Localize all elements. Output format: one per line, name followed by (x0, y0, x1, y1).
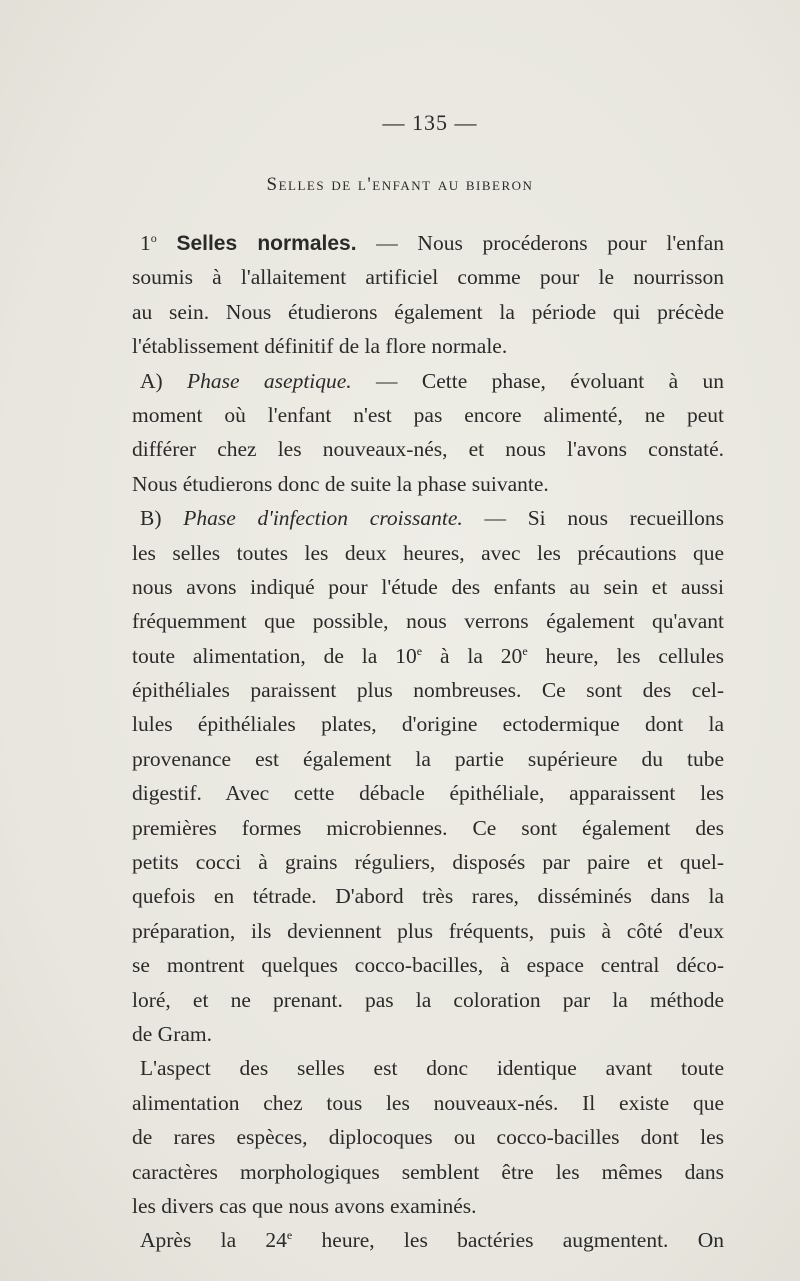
line-text: loré, et ne prenant. pas la coloration par la méthode (132, 987, 724, 1012)
text-line (132, 295, 724, 329)
text-line (132, 776, 724, 810)
text-line (132, 707, 724, 741)
line-text: au sein. Nous étudierons également la période qui précède (132, 299, 724, 324)
line-text: quefois en tétrade. D'abord très rares, disséminés dans la (132, 884, 724, 909)
superscript: e (522, 643, 528, 658)
line-text: heure, les bactéries augmentent. On (292, 1228, 724, 1253)
text-line (132, 948, 724, 982)
line-text: de Gram. (132, 1021, 212, 1046)
subsection-letter: A) (140, 368, 188, 393)
subsection-heading: Selles normales. (176, 232, 357, 255)
line-text: alimentation chez tous les nouveaux-nés. Il existe que (132, 1090, 724, 1115)
page-number: — 135 — (382, 110, 478, 135)
text-line (132, 1189, 724, 1223)
text-line (132, 1017, 724, 1051)
phase-title: Phase aseptique. (187, 368, 352, 393)
phase-title: Phase d'infection croissante. (183, 506, 463, 531)
line-text: préparation, ils deviennent plus fréquents, puis à côté d'eux (132, 918, 724, 943)
body-text (132, 226, 724, 1258)
line-text: épithéliales paraissent plus nombreuses. Ce sont des cel- (132, 678, 724, 703)
line-text: les selles toutes les deux heures, avec les précautions que (132, 540, 724, 565)
text-line (132, 914, 724, 948)
text-line (132, 1120, 724, 1154)
superscript: o (150, 231, 157, 245)
line-text: à la 20 (422, 643, 523, 668)
superscript: e (416, 643, 423, 658)
text-line (132, 1051, 724, 1085)
line-text: — Si nous recueillons (462, 506, 724, 531)
text-line (132, 226, 724, 260)
text-line (132, 604, 724, 638)
line-text: premières formes microbiennes. Ce sont également des (132, 815, 724, 840)
line-text: toute alimentation, de la 10 (132, 643, 417, 668)
text-line (132, 983, 724, 1017)
line-text: — Cette phase, évoluant à un (351, 368, 724, 393)
line-text: caractères morphologiques semblent être les mêmes dans (132, 1159, 724, 1184)
text-line (132, 570, 724, 604)
line-text: différer chez les nouveaux-nés, et nous l'avons constaté. (132, 437, 724, 462)
text-line (132, 398, 724, 432)
section-title: Selles de l'enfant au biberon (266, 174, 534, 195)
line-text: les divers cas que nous avons examinés. (132, 1193, 477, 1218)
line-text: soumis à l'allaitement artificiel comme pour le nourrisson (132, 265, 724, 290)
text-line (132, 536, 724, 570)
line-text: de rares espèces, diplocoques ou cocco-bacilles dont les (132, 1125, 724, 1150)
subsection-letter: B) (140, 506, 184, 531)
text-line (132, 1223, 724, 1257)
list-number: 1 (140, 231, 151, 255)
text-line (132, 1155, 724, 1189)
text-line (132, 879, 724, 913)
text-line (132, 432, 724, 466)
text-line (132, 811, 724, 845)
line-text: moment où l'enfant n'est pas encore alimenté, ne peut (132, 402, 724, 427)
line-text: lules épithéliales plates, d'origine ectodermique dont la (132, 712, 724, 737)
text-line (132, 467, 724, 501)
text-line (132, 501, 724, 535)
text-line (132, 639, 724, 673)
line-text: petits cocci à grains réguliers, disposés par paire et quel- (132, 850, 724, 875)
line-text: provenance est également la partie supérieure du tube (132, 746, 724, 771)
text-line (132, 260, 724, 294)
text-line (132, 845, 724, 879)
text-line (132, 364, 724, 398)
text-line (132, 742, 724, 776)
line-text: fréquemment que possible, nous verrons également qu'avant (132, 609, 724, 634)
line-text: — Nous procéderons pour l'enfan (356, 231, 724, 255)
text-line (132, 1086, 724, 1120)
line-text: heure, les cellules (527, 643, 724, 668)
superscript: e (286, 1228, 293, 1243)
line-text: digestif. Avec cette débacle épithéliale, apparaissent les (132, 781, 724, 806)
line-text: Nous étudierons donc de suite la phase suivante. (132, 471, 549, 496)
line-text: se montrent quelques cocco-bacilles, à espace central déco- (132, 953, 724, 978)
line-text: Après la 24 (140, 1228, 287, 1253)
line-text: l'établissement définitif de la flore normale. (132, 334, 508, 359)
text-line (132, 329, 724, 363)
text-line (132, 673, 724, 707)
line-text: L'aspect des selles est donc identique avant toute (140, 1056, 724, 1081)
line-text: nous avons indiqué pour l'étude des enfants au sein et aussi (132, 574, 724, 599)
